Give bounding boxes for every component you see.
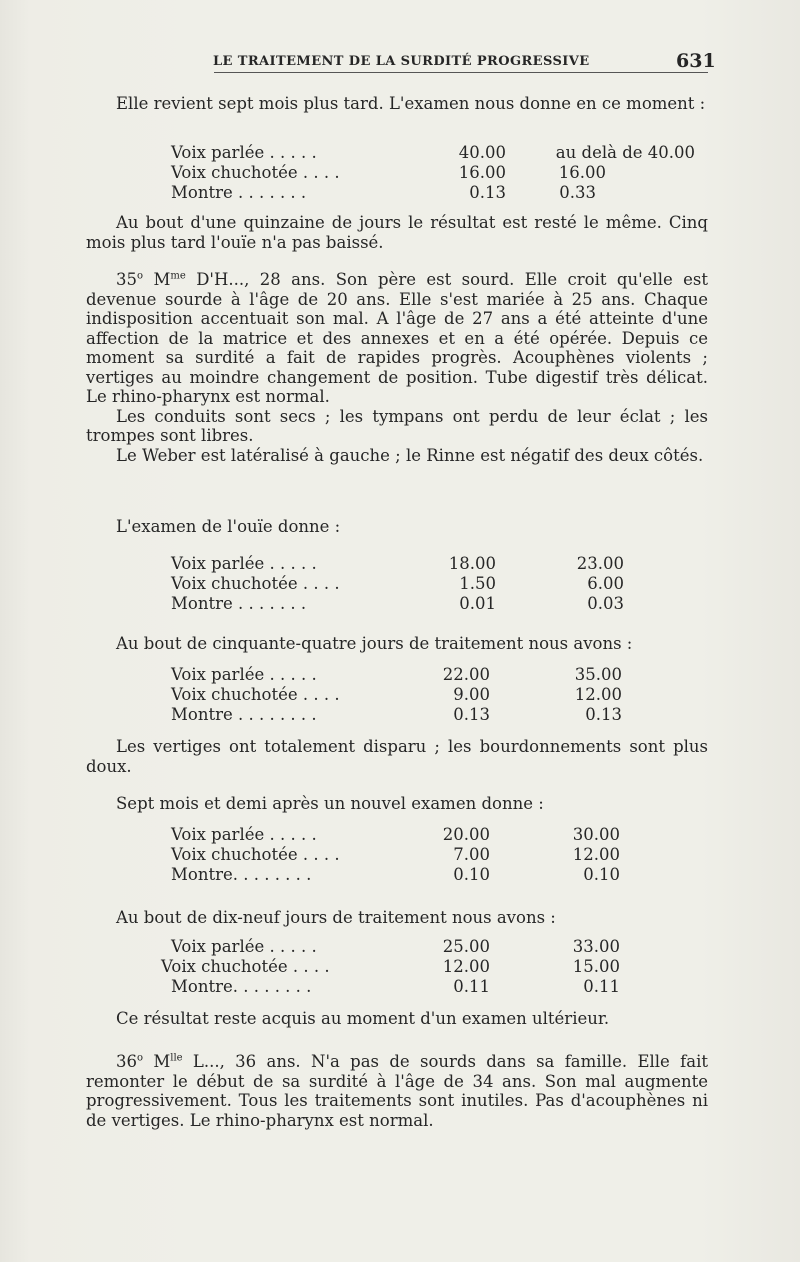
table-row (0, 705, 800, 725)
value-left: 40.00 (458, 143, 506, 162)
row-label: Montre . . . . . . . (171, 183, 307, 202)
value-right: 0.13 (585, 705, 622, 724)
table-row (0, 574, 800, 594)
value-left: 0.13 (469, 183, 506, 202)
row-label: Voix chuchotée . . . . (171, 845, 340, 864)
page-number: 631 (676, 50, 716, 72)
value-left: 7.00 (453, 845, 490, 864)
paragraph-intro (86, 94, 708, 114)
value-right: 16.00 (558, 163, 606, 182)
table-row (0, 957, 800, 977)
case-number: 36 (116, 1052, 137, 1071)
row-label: Voix parlée . . . . . (171, 143, 317, 162)
paragraph-text: Au bout d'une quinzaine de jours le résultat est resté le même. Cinq mois plus tard l'ouïe n'a pas baissé. (86, 213, 708, 252)
paragraph-weber: Le Weber est latéralisé à gauche ; le Rinne est négatif des deux côtés. (116, 445, 704, 465)
case-title: M (153, 270, 171, 289)
row-label: Montre . . . . . . . (171, 594, 307, 613)
value-left: 25.00 (442, 937, 490, 956)
value-left: 12.00 (442, 957, 490, 976)
paragraph-examen (86, 517, 708, 537)
paragraph-text: Sept mois et demi après un nouvel examen donne : (116, 794, 544, 813)
title-superscript: lle (170, 1052, 183, 1064)
row-label: Voix parlée . . . . . (171, 825, 317, 844)
value-right: 33.00 (572, 937, 620, 956)
row-label: Voix chuchotée . . . . (171, 163, 340, 182)
value-left: 20.00 (442, 825, 490, 844)
row-label: Montre. . . . . . . . (171, 865, 312, 884)
value-left: 16.00 (458, 163, 506, 182)
value-right: 15.00 (572, 957, 620, 976)
table-row (0, 143, 800, 163)
case-35 (86, 270, 708, 465)
case-36 (86, 1052, 708, 1130)
value-left: 18.00 (448, 554, 496, 573)
value-right: 0.10 (583, 865, 620, 884)
row-label: Montre. . . . . . . . (171, 977, 312, 996)
value-right: 12.00 (574, 685, 622, 704)
paragraph-vertiges (86, 737, 708, 776)
running-title: LE TRAITEMENT DE LA SURDITÉ PROGRESSIVE (213, 54, 590, 69)
row-label: Voix chuchotée . . . . (161, 957, 330, 976)
row-label: Voix chuchotée . . . . (171, 574, 340, 593)
table-row (0, 554, 800, 574)
paragraph-cinquante (86, 634, 708, 654)
value-left: 0.01 (459, 594, 496, 613)
table-row (0, 865, 800, 885)
paragraph-dix-neuf (86, 908, 708, 928)
title-superscript: me (170, 270, 186, 282)
table-row (0, 183, 800, 203)
value-right: 0.11 (583, 977, 620, 996)
value-right: 0.33 (559, 183, 596, 202)
paragraph-text: L'examen de l'ouïe donne : (116, 517, 341, 536)
paragraph-text: Au bout de dix-neuf jours de traitement nous avons : (116, 908, 556, 927)
row-label: Voix parlée . . . . . (171, 665, 317, 684)
paragraph-resultat (86, 1009, 708, 1029)
table-row (0, 594, 800, 614)
case-36-text (86, 1052, 708, 1130)
header-rule (214, 72, 708, 73)
paragraph-text: Elle revient sept mois plus tard. L'examen nous donne en ce moment : (116, 94, 706, 113)
row-label: Montre . . . . . . . . (171, 705, 317, 724)
paragraph-quinzaine (86, 213, 708, 252)
row-label: Voix parlée . . . . . (171, 554, 317, 573)
value-right: 35.00 (574, 665, 622, 684)
row-label: Voix chuchotée . . . . (171, 685, 340, 704)
case-35-text (86, 270, 708, 407)
case-body: D'H..., 28 ans. Son père est sourd. Elle croit qu'elle est devenue sourde à l'âge de 20 ans. Elle s'est mariée à 25 ans. Chaque indisposition accentuait son mal. A l'âge de 27 ans a été atteinte d'une affection de la matrice et des annexes et en a été opérée. Depuis ce moment sa surdité a fait de rapides progrès. Acouphènes violents ; vertiges au moindre changement de position. Tube digestif très délicat. Le rhino-pharynx est normal. (86, 270, 709, 406)
table-row (0, 937, 800, 957)
paragraph-sept-mois (86, 794, 708, 814)
value-left: 0.11 (453, 977, 490, 996)
table-row (0, 685, 800, 705)
case-number: 35 (116, 270, 137, 289)
degree-mark: o (137, 1052, 144, 1064)
value-right: 0.03 (587, 594, 624, 613)
row-label: Voix parlée . . . . . (171, 937, 317, 956)
page-header (0, 50, 800, 76)
table-row (0, 163, 800, 183)
value-left: 0.13 (453, 705, 490, 724)
value-right: au delà de 40.00 (555, 143, 695, 162)
degree-mark: o (137, 270, 144, 282)
paragraph-text: Ce résultat reste acquis au moment d'un examen ultérieur. (116, 1009, 610, 1028)
value-left: 1.50 (459, 574, 496, 593)
value-left: 9.00 (453, 685, 490, 704)
table-row (0, 665, 800, 685)
paragraph-text: Les vertiges ont totalement disparu ; les bourdonnements sont plus doux. (86, 737, 708, 776)
value-left: 22.00 (442, 665, 490, 684)
paragraph-conduits: Les conduits sont secs ; les tympans ont perdu de leur éclat ; les trompes sont libres. (86, 406, 708, 445)
value-right: 6.00 (587, 574, 624, 593)
table-row (0, 845, 800, 865)
value-right: 23.00 (576, 554, 624, 573)
case-title: M (153, 1052, 171, 1071)
value-right: 12.00 (572, 845, 620, 864)
value-left: 0.10 (453, 865, 490, 884)
table-row (0, 825, 800, 845)
paragraph-text: Au bout de cinquante-quatre jours de traitement nous avons : (116, 634, 633, 653)
case-body: L..., 36 ans. N'a pas de sourds dans sa famille. Elle fait remonter le début de sa surdité à l'âge de 34 ans. Son mal augmente progressivement. Tous les traitements sont inutiles. Pas d'acouphènes ni de vertiges. Le rhino-pharynx est normal. (86, 1052, 708, 1130)
table-row (0, 977, 800, 997)
value-right: 30.00 (572, 825, 620, 844)
